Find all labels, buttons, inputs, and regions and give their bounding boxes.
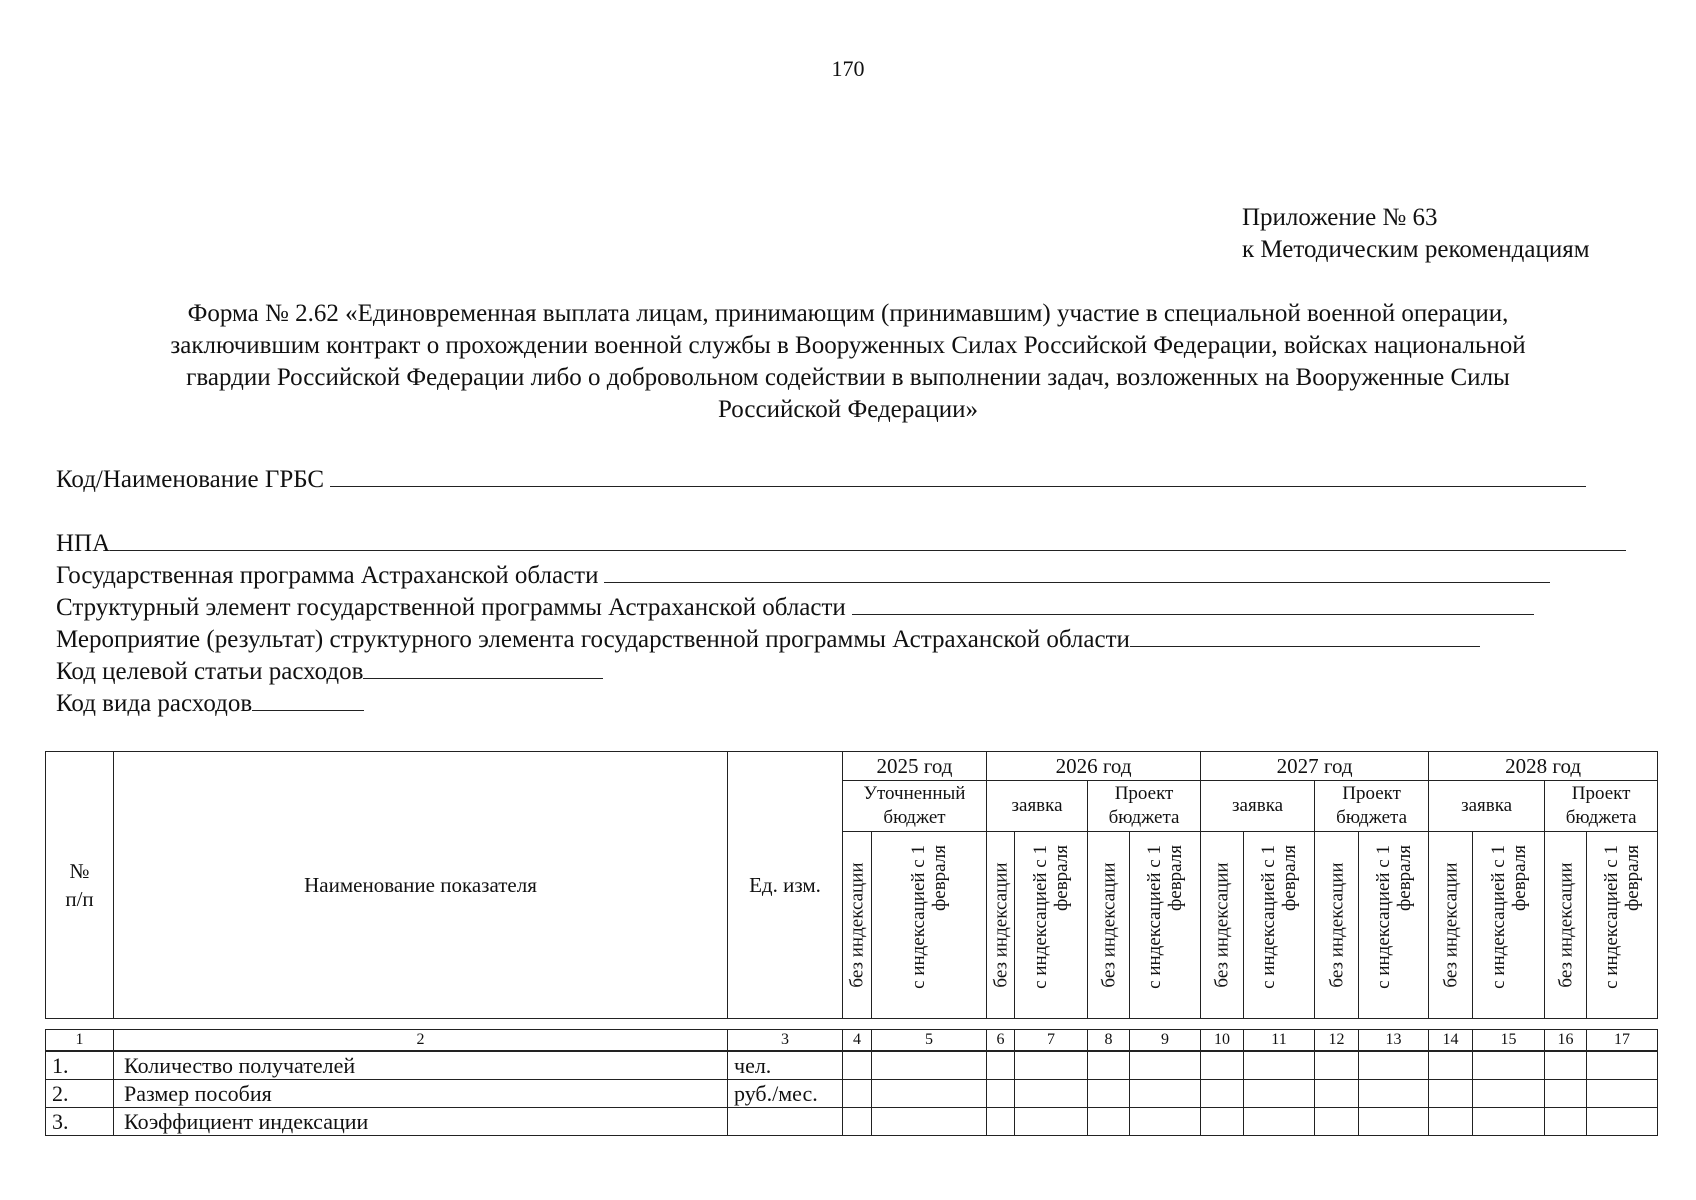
value-cell[interactable]	[1201, 1052, 1244, 1080]
header-year-2027: 2027 год	[1201, 752, 1429, 781]
column-number: 11	[1244, 1030, 1315, 1051]
header-no-index-2027-request: без индексации	[1201, 832, 1244, 1019]
value-cell[interactable]	[1315, 1080, 1359, 1108]
value-cell[interactable]	[1015, 1052, 1088, 1080]
field-target-code-label: Код целевой статьи расходов	[56, 658, 364, 685]
value-cell[interactable]	[1473, 1052, 1545, 1080]
field-grbs-line[interactable]	[330, 462, 1586, 487]
field-program-line[interactable]	[604, 558, 1550, 583]
page-number: 170	[831, 56, 865, 81]
table-row	[46, 1108, 1658, 1136]
header-refined-budget-2025: Уточненный бюджет	[843, 781, 987, 832]
field-measure-line[interactable]	[1130, 622, 1480, 647]
header-no-index-2025: без индексации	[843, 832, 872, 1019]
value-cell[interactable]	[1545, 1108, 1587, 1136]
indicator-table-header	[45, 751, 1658, 1019]
value-cell[interactable]	[1201, 1108, 1244, 1136]
header-with-index-2028-request: с индексацией с 1 февраля	[1473, 832, 1545, 1019]
field-structural-label: Структурный элемент государственной программы Астраханской области	[56, 594, 846, 621]
row-number: 2.	[46, 1080, 114, 1108]
value-cell[interactable]	[1587, 1052, 1658, 1080]
column-number: 15	[1473, 1030, 1545, 1051]
value-cell[interactable]	[1587, 1108, 1658, 1136]
field-measure-label: Мероприятие (результат) структурного элемента государственной программы Астраханской области	[56, 626, 1130, 653]
header-with-index-2027-request: с индексацией с 1 февраля	[1244, 832, 1315, 1019]
field-npa-line[interactable]	[110, 526, 1626, 551]
form-title	[70, 298, 1626, 426]
field-target-code-line[interactable]	[363, 654, 603, 679]
header-request-2028: заявка	[1429, 781, 1545, 832]
appendix-line-2: к Методическим рекомендациям	[1242, 236, 1590, 263]
value-cell[interactable]	[987, 1108, 1015, 1136]
header-draft-budget-2026: Проект бюджета	[1088, 781, 1201, 832]
header-unit: Ед. изм.	[728, 752, 843, 1019]
value-cell[interactable]	[1473, 1080, 1545, 1108]
field-expense-code-line[interactable]	[252, 686, 364, 711]
value-cell[interactable]	[1315, 1108, 1359, 1136]
row-unit: руб./мес.	[728, 1080, 843, 1108]
header-request-2026: заявка	[987, 781, 1088, 832]
header-num: № п/п	[46, 752, 114, 1019]
header-request-2027: заявка	[1201, 781, 1315, 832]
value-cell[interactable]	[1244, 1108, 1315, 1136]
header-year-2025: 2025 год	[843, 752, 987, 781]
field-program	[56, 558, 1550, 590]
header-year-2026: 2026 год	[987, 752, 1201, 781]
column-number: 6	[987, 1030, 1015, 1051]
field-npa-label: НПА	[56, 530, 111, 557]
header-with-index-2026-request: с индексацией с 1 февраля	[1015, 832, 1088, 1019]
value-cell[interactable]	[1359, 1052, 1429, 1080]
field-grbs-label: Код/Наименование ГРБС	[56, 466, 325, 493]
row-indicator-name: Размер пособия	[114, 1080, 728, 1108]
header-no-index-2028-draft: без индексации	[1545, 832, 1587, 1019]
column-number: 5	[872, 1030, 987, 1051]
header-no-index-2026-request: без индексации	[987, 832, 1015, 1019]
value-cell[interactable]	[987, 1080, 1015, 1108]
value-cell[interactable]	[1088, 1108, 1130, 1136]
field-grbs	[56, 462, 1586, 494]
column-number: 4	[843, 1030, 872, 1051]
indicator-table-body	[45, 1051, 1658, 1136]
value-cell[interactable]	[1015, 1108, 1088, 1136]
row-indicator-name: Коэффициент индексации	[114, 1108, 728, 1136]
header-no-index-2026-draft: без индексации	[1088, 832, 1130, 1019]
field-expense-code-label: Код вида расходов	[56, 690, 253, 717]
field-program-label: Государственная программа Астраханской области	[56, 562, 599, 589]
header-name: Наименование показателя	[114, 752, 728, 1019]
column-number: 13	[1359, 1030, 1429, 1051]
header-draft-budget-2027: Проект бюджета	[1315, 781, 1429, 832]
header-with-index-2027-draft: с индексацией с 1 февраля	[1359, 832, 1429, 1019]
value-cell[interactable]	[987, 1052, 1015, 1080]
form-title-line-2: заключившим контракт о прохождении военной службы в Вооруженных Силах Российской Федерации, войсках национальной	[170, 332, 1526, 359]
value-cell[interactable]	[1015, 1080, 1088, 1108]
column-number: 17	[1587, 1030, 1658, 1051]
value-cell[interactable]	[1130, 1052, 1201, 1080]
header-with-index-2026-draft: с индексацией с 1 февраля	[1130, 832, 1201, 1019]
column-number: 3	[728, 1030, 843, 1051]
column-number: 12	[1315, 1030, 1359, 1051]
value-cell[interactable]	[1088, 1080, 1130, 1108]
value-cell[interactable]	[1359, 1080, 1429, 1108]
form-title-line-3: гвардии Российской Федерации либо о добровольном содействии в выполнении задач, возложенных на Вооруженные Силы	[186, 364, 1510, 391]
value-cell[interactable]	[1429, 1080, 1473, 1108]
header-draft-budget-2028: Проект бюджета	[1545, 781, 1658, 832]
appendix-note	[1242, 202, 1590, 266]
value-cell[interactable]	[1429, 1108, 1473, 1136]
value-cell[interactable]	[843, 1052, 872, 1080]
value-cell[interactable]	[1545, 1052, 1587, 1080]
column-number: 14	[1429, 1030, 1473, 1051]
value-cell[interactable]	[1130, 1080, 1201, 1108]
value-cell[interactable]	[872, 1108, 987, 1136]
field-structural	[56, 590, 1534, 622]
header-no-index-2028-request: без индексации	[1429, 832, 1473, 1019]
row-indicator-name: Количество получателей	[114, 1052, 728, 1080]
header-with-index-2025: с индексацией с 1 февраля	[872, 832, 987, 1019]
header-no-index-2027-draft: без индексации	[1315, 832, 1359, 1019]
value-cell[interactable]	[1429, 1052, 1473, 1080]
header-year-2028: 2028 год	[1429, 752, 1658, 781]
field-structural-line[interactable]	[852, 590, 1534, 615]
value-cell[interactable]	[1201, 1080, 1244, 1108]
field-target-code	[56, 654, 603, 686]
value-cell[interactable]	[1473, 1108, 1545, 1136]
row-number: 3.	[46, 1108, 114, 1136]
column-numbers-table	[45, 1029, 1658, 1051]
row-unit: чел.	[728, 1052, 843, 1080]
form-title-line-4: Российской Федерации»	[717, 396, 979, 423]
table-row	[46, 1080, 1658, 1108]
value-cell[interactable]	[1545, 1080, 1587, 1108]
value-cell[interactable]	[1244, 1080, 1315, 1108]
value-cell[interactable]	[1315, 1052, 1359, 1080]
value-cell[interactable]	[1587, 1080, 1658, 1108]
column-number: 9	[1130, 1030, 1201, 1051]
column-number: 10	[1201, 1030, 1244, 1051]
field-expense-code	[56, 686, 364, 718]
form-title-line-1: Форма № 2.62 «Единовременная выплата лицам, принимающим (принимавшим) участие в специальной военной операции,	[187, 300, 1509, 327]
table-row	[46, 1052, 1658, 1080]
value-cell[interactable]	[872, 1052, 987, 1080]
value-cell[interactable]	[843, 1080, 872, 1108]
column-number: 1	[46, 1030, 114, 1051]
appendix-line-1: Приложение № 63	[1242, 204, 1438, 231]
column-number: 2	[114, 1030, 728, 1051]
header-with-index-2028-draft: с индексацией с 1 февраля	[1587, 832, 1658, 1019]
value-cell[interactable]	[872, 1080, 987, 1108]
value-cell[interactable]	[1088, 1052, 1130, 1080]
value-cell[interactable]	[1359, 1108, 1429, 1136]
column-number: 7	[1015, 1030, 1088, 1051]
value-cell[interactable]	[1244, 1052, 1315, 1080]
column-numbers-row	[46, 1030, 1658, 1051]
value-cell[interactable]	[1130, 1108, 1201, 1136]
value-cell[interactable]	[843, 1108, 872, 1136]
field-measure	[56, 622, 1480, 654]
column-number: 8	[1088, 1030, 1130, 1051]
column-number: 16	[1545, 1030, 1587, 1051]
row-unit	[728, 1108, 843, 1136]
row-number: 1.	[46, 1052, 114, 1080]
field-npa	[56, 526, 1626, 558]
